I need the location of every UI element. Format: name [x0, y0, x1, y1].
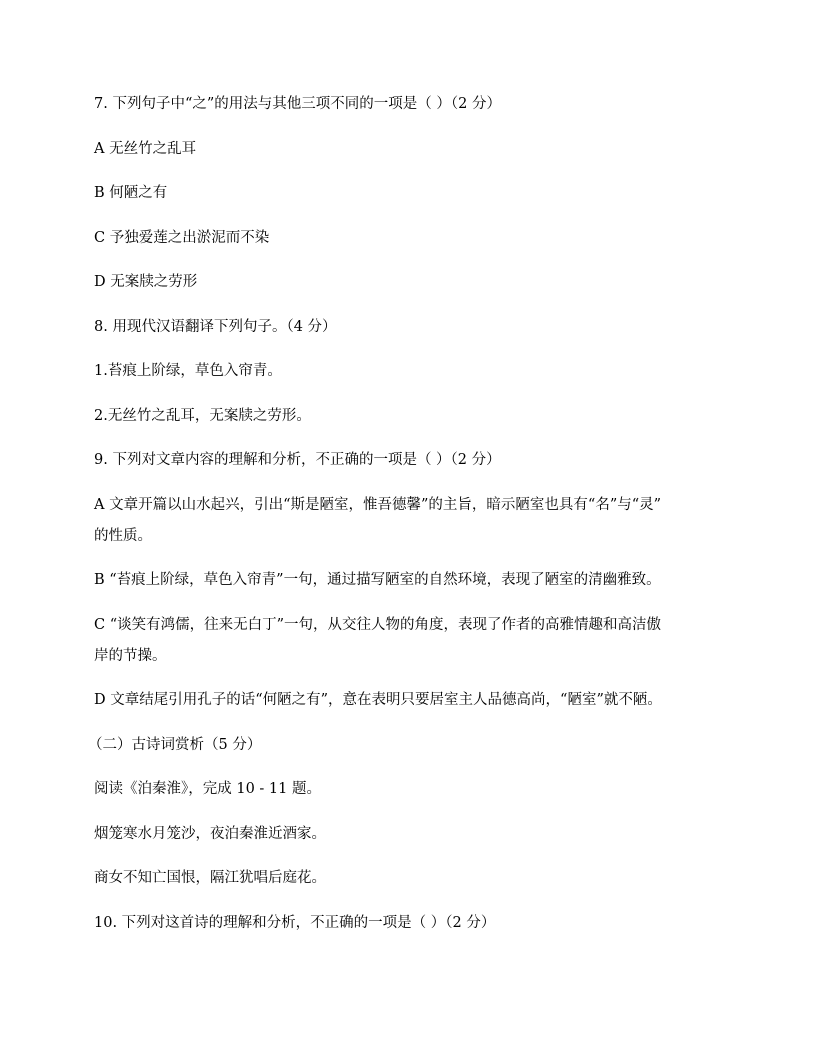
question-7-option-c: C 予独爱莲之出淤泥而不染: [94, 230, 270, 246]
question-9-option-a-line-1: A 文章开篇以山水起兴，引出“斯是陋室，惟吾德馨”的主旨，暗示陋室也具有“名”与“灵”: [94, 497, 662, 513]
question-8-item-2: 2.无丝竹之乱耳，无案牍之劳形。: [94, 408, 311, 424]
question-8-item-1: 1.苔痕上阶绿，草色入帘青。: [94, 363, 282, 379]
question-9-option-b: B “苔痕上阶绿，草色入帘青”一句，通过描写陋室的自然环境，表现了陋室的清幽雅致。: [94, 572, 661, 588]
question-7-option-a: A 无丝竹之乱耳: [94, 141, 197, 157]
question-9-option-d: D 文章结尾引用孔子的话“何陋之有”，意在表明只要居室主人品德高尚，“陋室”就不陋。: [94, 692, 662, 708]
question-10-stem: 10. 下列对这首诗的理解和分析，不正确的一项是（ ）（2 分）: [94, 915, 496, 931]
question-9-option-c-line-2: 岸的节操。: [94, 648, 167, 664]
question-8-stem: 8. 用现代汉语翻译下列句子。（4 分）: [94, 319, 337, 335]
section-2-heading: （二）古诗词赏析（5 分）: [88, 737, 262, 753]
question-9-option-a-line-2: 的性质。: [94, 528, 152, 544]
question-9-option-c-line-1: C “谈笑有鸿儒，往来无白丁”一句，从交往人物的角度，表现了作者的高雅情趣和高洁傲: [94, 617, 662, 633]
question-9-stem: 9. 下列对文章内容的理解和分析，不正确的一项是（ ）（2 分）: [94, 452, 501, 468]
question-7-option-b: B 何陋之有: [94, 185, 168, 201]
question-7-option-d: D 无案牍之劳形: [94, 274, 198, 290]
question-7-stem: 7. 下列句子中“之”的用法与其他三项不同的一项是（ ）（2 分）: [94, 96, 501, 112]
poem-line-1: 烟笼寒水月笼沙，夜泊秦淮近酒家。: [94, 826, 326, 842]
poem-line-2: 商女不知亡国恨，隔江犹唱后庭花。: [94, 870, 326, 886]
section-2-intro: 阅读《泊秦淮》，完成 10 - 11 题。: [94, 781, 321, 797]
